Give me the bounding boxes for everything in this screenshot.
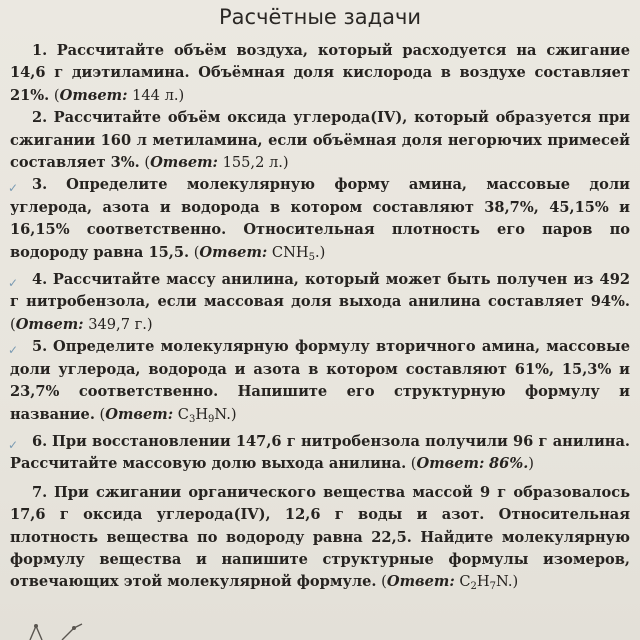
answer-value: 155,2 л.: [222, 154, 283, 172]
answer-label: Ответ:: [416, 455, 485, 473]
problem-list: [10, 40, 630, 599]
problem-text: Рассчитайте объём воздуха, который расходуется на сжигание 14,6 г диэтиламина. Объёмная доля кислорода в воздухе составляет 21%.: [10, 42, 630, 104]
problem-number: 3.: [32, 176, 48, 194]
problem-text: Рассчитайте объём оксида углерода(IV), который образуется при сжигании 160 л метиламина, если объёмная доля негорючих примесей составляет 3%.: [10, 109, 630, 172]
pencil-checkmark-icon: ✓: [8, 181, 19, 196]
problem-7: 7. При сжигании органического вещества массой 9 г образовалось 17,6 г оксида углерода(IV), 12,6 г воды и азот. Относительная плотность вещества по водороду равна 22,5. Найдите молекулярную формулу вещества и напишите структурные формулы изомеров, отвечающих этой молекулярной формуле. (Ответ: $C_2H_7N$.): [10, 483, 630, 593]
answer-label: Ответ:: [105, 405, 174, 423]
problem-text: Рассчитайте массу анилина, который может быть получен из 492 г нитробензола, если массовая доля выхода анилина составляет 94%.: [10, 271, 631, 311]
problem-2: 2. Рассчитайте объём оксида углерода(IV), который образуется при сжигании 160 л метиламина, если объёмная доля негорючих примесей составляет 3%. (Ответ: 155,2 л.): [10, 109, 630, 172]
problem-text: Определите молекулярную форму амина, массовые доли углерода, азота и водорода в котором составляют 38,7%, 45,15% и 16,15% соответственно. Относительная плотность его паров по водороду равна 15,5.: [10, 176, 630, 261]
answer-formula: $C_3H_9N$.: [177, 405, 231, 425]
answer-value: 144 л.: [132, 86, 179, 104]
problem-1: 1. Рассчитайте объём воздуха, который расходуется на сжигание 14,6 г диэтиламина. Объёмная доля кислорода в воздухе составляет 21%. (Ответ: 144 л.): [10, 42, 630, 104]
decorative-sketch-icon: [22, 622, 92, 640]
answer-label: Ответ:: [150, 154, 218, 172]
answer-label: Ответ:: [199, 243, 268, 261]
problem-number: 6.: [32, 432, 48, 450]
problem-text: Определите молекулярную формулу вторичного амина, массовые доли углерода, водорода и азота в котором составляют 61%, 15,3% и 23,7% соответственно. Напишите его структурную формулу и название.: [10, 338, 630, 423]
problem-5: ✓ 5. Определите молекулярную формулу вторичного амина, массовые доли углерода, водорода и азота в котором составляют 61%, 15,3% и 23,7% соответственно. Напишите его структурную формулу и название. (Ответ: $C_3H_9N$.): [8, 338, 630, 425]
answer-label: Ответ:: [386, 573, 455, 591]
page-title: Расчётные задачи: [218, 5, 422, 29]
problem-number: 2.: [32, 109, 48, 127]
problem-number: 4.: [32, 271, 48, 289]
problem-text: При восстановлении 147,6 г нитробензола получили 96 г анилина. Рассчитайте массовую долю выхода анилина.: [10, 432, 630, 473]
pencil-checkmark-icon: ✓: [8, 437, 19, 452]
answer-formula: $C_2H_7N$.: [459, 573, 513, 593]
answer-label: Ответ:: [15, 315, 84, 333]
problem-number: 7.: [32, 483, 48, 501]
problem-3: ✓ 3. Определите молекулярную форму амина, массовые доли углерода, азота и водорода в котором составляют 38,7%, 45,15% и 16,15% соответственно. Относительная плотность его паров по водороду равна 15,5. (Ответ: $CNH_5$.): [8, 176, 630, 263]
problem-6: ✓ 6. При восстановлении 147,6 г нитробензола получили 96 г анилина. Рассчитайте массовую долю выхода анилина. (Ответ: 86%.): [8, 432, 630, 473]
problem-number: 1.: [32, 42, 48, 59]
answer-value: 349,7 г.: [88, 315, 147, 333]
problem-4: ✓ 4. Рассчитайте массу анилина, который может быть получен из 492 г нитробензола, если массовая доля выхода анилина составляет 94%. (Ответ: 349,7 г.): [8, 271, 631, 333]
problem-text: При сжигании органического вещества массой 9 г образовалось 17,6 г оксида углерода(IV), 12,6 г воды и азот. Относительная плотность вещества по водороду равна 22,5. Найдите молекулярную формулу вещества и напишите структурные формулы изомеров, отвечающих этой молекулярной формуле.: [10, 483, 630, 591]
answer-label: Ответ:: [59, 86, 128, 104]
pencil-checkmark-icon: ✓: [8, 276, 19, 291]
pencil-checkmark-icon: ✓: [8, 343, 19, 358]
answer-formula: $CNH_5$.: [271, 243, 320, 263]
problem-number: 5.: [32, 338, 48, 356]
answer-value: 86%.: [489, 455, 529, 473]
